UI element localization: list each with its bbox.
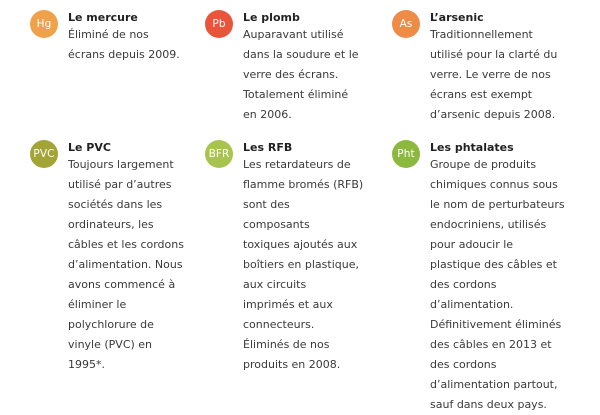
- item-body-line: Éliminé de nos: [68, 28, 149, 41]
- item-title: L’arsenic: [430, 11, 484, 24]
- item-body-line: Les retardateurs de: [243, 158, 351, 171]
- item-body-line: sauf dans deux pays.: [430, 398, 547, 411]
- item-body-line: avons commencé à: [68, 278, 176, 291]
- item-bfr: [205, 140, 380, 375]
- item-body-line: utilisé par d’autres: [68, 178, 172, 191]
- hg-badge-icon: Hg: [30, 10, 58, 38]
- item-body-line: dans la soudure et le: [243, 48, 359, 61]
- item-body-line: Toujours largement: [68, 158, 174, 171]
- item-body-line: chimiques connus sous: [430, 178, 558, 191]
- item-body-line: Éliminés de nos: [243, 338, 330, 351]
- item-text: [243, 10, 359, 125]
- item-body-line: d’arsenic depuis 2008.: [430, 108, 556, 121]
- item-body: [243, 155, 363, 375]
- item-body-line: endocriniens, utilisés: [430, 218, 547, 231]
- item-body-line: utilisé pour la clarté du: [430, 48, 558, 61]
- item-body-line: Définitivement éliminés: [430, 318, 562, 331]
- item-title: Le plomb: [243, 11, 300, 24]
- item-arsenic: [392, 10, 592, 125]
- item-body: [68, 25, 180, 65]
- item-body-line: produits en 2008.: [243, 358, 341, 371]
- item-text: [243, 140, 363, 375]
- item-body-line: vinyle (PVC) en: [68, 338, 153, 351]
- item-body-line: le nom de perturbateurs: [430, 198, 565, 211]
- item-body-line: écrans depuis 2009.: [68, 48, 180, 61]
- item-body-line: ordinateurs, les: [68, 218, 154, 231]
- bfr-badge-icon: BFR: [205, 140, 233, 168]
- item-title: Les RFB: [243, 141, 293, 154]
- item-body-line: des cordons: [430, 278, 497, 291]
- item-body-line: écrans est exempt: [430, 88, 533, 101]
- item-body-line: d’alimentation. Nous: [68, 258, 183, 271]
- item-text: [430, 140, 565, 415]
- item-body-line: câbles et les cordons: [68, 238, 184, 251]
- item-body: [430, 155, 565, 415]
- item-text: [68, 140, 184, 375]
- pvc-badge-icon: PVC: [30, 140, 58, 168]
- item-body-line: pour adoucir le: [430, 238, 514, 251]
- item-body-line: verre. Le verre de nos: [430, 68, 551, 81]
- item-phthalates: [392, 140, 592, 415]
- item-body-line: sont des: [243, 198, 290, 211]
- item-body-line: verre des écrans.: [243, 68, 339, 81]
- item-body-line: en 2006.: [243, 108, 292, 121]
- item-text: [430, 10, 557, 125]
- item-body-line: d’alimentation.: [430, 298, 514, 311]
- item-body-line: d’alimentation partout,: [430, 378, 558, 391]
- item-title: Le PVC: [68, 141, 111, 154]
- pht-badge-icon: Pht: [392, 140, 420, 168]
- item-lead: [205, 10, 375, 125]
- item-mercury: [30, 10, 200, 65]
- item-body-line: éliminer le: [68, 298, 127, 311]
- item-title: Les phtalates: [430, 141, 514, 154]
- item-body-line: Groupe de produits: [430, 158, 537, 171]
- item-body-line: sociétés dans les: [68, 198, 163, 211]
- item-body-line: Traditionnellement: [430, 28, 533, 41]
- item-title: Le mercure: [68, 11, 138, 24]
- item-body-line: Totalement éliminé: [243, 88, 349, 101]
- item-body: [430, 25, 557, 125]
- item-body-line: flamme bromés (RFB): [243, 178, 364, 191]
- item-body-line: boîtiers en plastique,: [243, 258, 359, 271]
- item-body-line: polychlorure de: [68, 318, 154, 331]
- item-body-line: aux circuits: [243, 278, 307, 291]
- item-body: [243, 25, 359, 125]
- item-pvc: [30, 140, 200, 375]
- as-badge-icon: As: [392, 10, 420, 38]
- item-body-line: toxiques ajoutés aux: [243, 238, 358, 251]
- item-body-line: connecteurs.: [243, 318, 315, 331]
- item-body: [68, 155, 184, 375]
- item-body-line: des cordons: [430, 358, 497, 371]
- item-body-line: plastique des câbles et: [430, 258, 557, 271]
- pb-badge-icon: Pb: [205, 10, 233, 38]
- item-body-line: 1995*.: [68, 358, 105, 371]
- item-body-line: composants: [243, 218, 310, 231]
- item-body-line: imprimés et aux: [243, 298, 333, 311]
- item-text: [68, 10, 180, 65]
- item-body-line: Auparavant utilisé: [243, 28, 344, 41]
- item-body-line: des câbles en 2013 et: [430, 338, 552, 351]
